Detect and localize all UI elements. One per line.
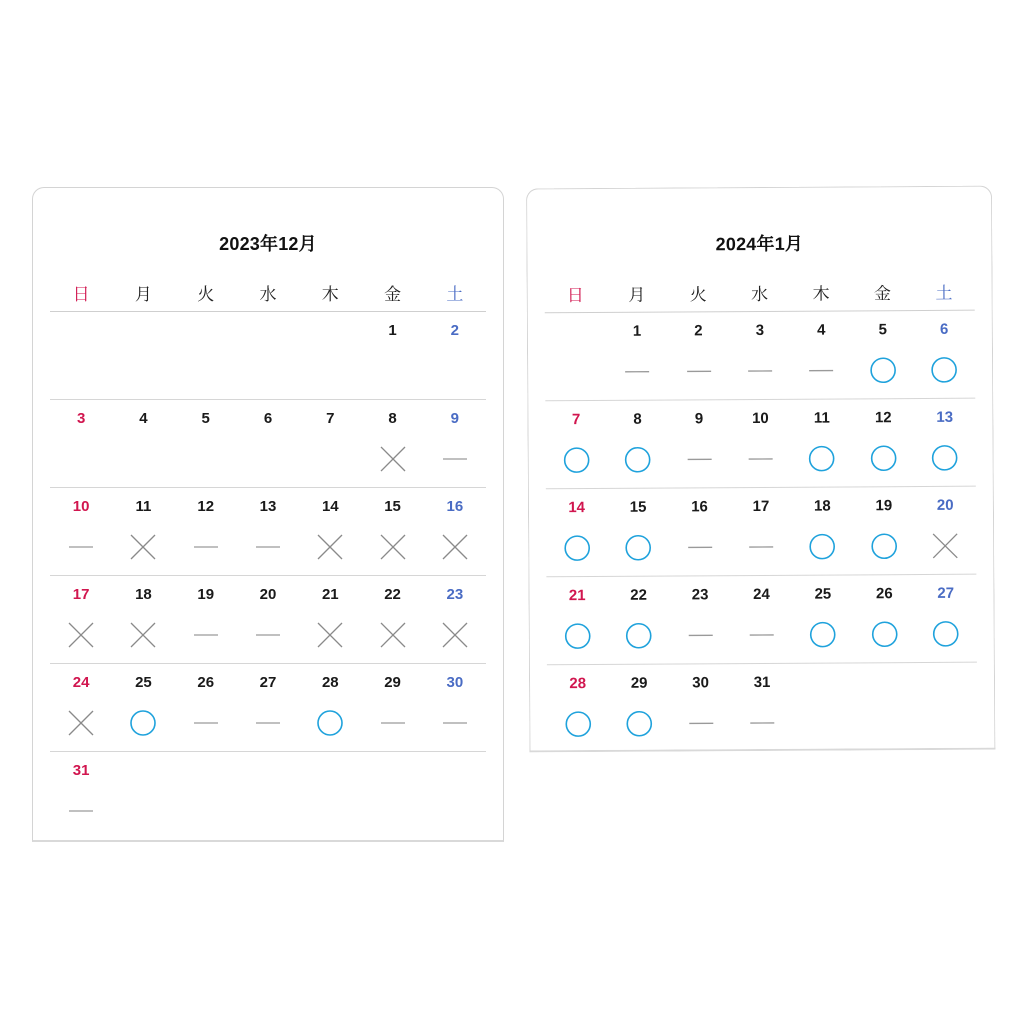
- cross-unavailable-icon: [440, 532, 470, 562]
- day-cell[interactable]: [112, 488, 174, 575]
- empty-day-cell: [50, 312, 112, 399]
- week-rows: [50, 312, 486, 839]
- empty-day-cell: [424, 752, 486, 839]
- weekday-mon: 月: [628, 285, 646, 305]
- week-row: [546, 487, 977, 578]
- day-cell[interactable]: [915, 575, 977, 662]
- day-cell[interactable]: [608, 577, 670, 664]
- dash-no-event-icon: [191, 620, 221, 650]
- day-cell[interactable]: [731, 576, 793, 663]
- day-number: 2: [694, 322, 703, 340]
- day-cell[interactable]: [852, 399, 914, 486]
- dash-no-event-icon: [746, 444, 776, 474]
- day-cell[interactable]: [547, 665, 609, 752]
- day-cell[interactable]: [790, 311, 852, 398]
- day-number: [112, 762, 174, 780]
- day-number: 6: [263, 410, 273, 427]
- day-cell[interactable]: [669, 488, 731, 575]
- day-number: 16: [446, 498, 464, 515]
- day-number: 15: [629, 498, 647, 516]
- circle-available-icon: [931, 619, 961, 649]
- day-cell[interactable]: [730, 488, 792, 575]
- dash-no-event-icon: [747, 708, 777, 738]
- week-row: [547, 663, 978, 753]
- weekday-sat: 土: [935, 283, 953, 303]
- day-number: 13: [936, 408, 954, 426]
- dash-no-event-icon: [685, 620, 715, 650]
- day-cell[interactable]: [112, 664, 174, 751]
- weekday-thu: 木: [812, 284, 830, 304]
- day-number: 16: [691, 498, 708, 516]
- day-cell[interactable]: [914, 399, 976, 486]
- day-number: 10: [72, 498, 90, 515]
- week-row: [545, 399, 976, 490]
- weekday-fri: 金: [873, 284, 892, 304]
- day-cell[interactable]: [606, 313, 668, 400]
- weekday-sat: 土: [446, 285, 464, 304]
- day-number: 1: [388, 322, 397, 339]
- day-number: 12: [197, 498, 215, 515]
- day-cell[interactable]: [424, 576, 486, 663]
- week-row: [50, 664, 486, 752]
- day-number: [424, 762, 486, 780]
- day-number: [237, 762, 299, 780]
- circle-available-icon: [808, 620, 838, 650]
- day-number: 17: [752, 497, 770, 516]
- circle-available-icon: [869, 619, 899, 649]
- weekday-mon: 月: [134, 285, 152, 304]
- day-number: [237, 322, 299, 340]
- week-row: [50, 488, 486, 576]
- day-number: 23: [691, 586, 709, 604]
- day-cell[interactable]: [546, 489, 608, 576]
- cross-unavailable-icon: [66, 708, 96, 738]
- day-number: 10: [752, 409, 769, 428]
- day-number: 25: [814, 585, 832, 603]
- day-cell[interactable]: [546, 577, 608, 664]
- empty-day-cell: [112, 752, 174, 839]
- cross-unavailable-icon: [315, 620, 345, 650]
- day-cell[interactable]: [175, 664, 237, 751]
- day-number: 24: [72, 674, 90, 691]
- day-number: 13: [259, 498, 277, 515]
- day-cell[interactable]: [669, 576, 731, 663]
- day-number: 7: [326, 410, 335, 427]
- day-number: 15: [384, 498, 401, 515]
- weekday-header: [545, 283, 975, 314]
- day-cell[interactable]: [853, 487, 915, 574]
- day-number: [545, 323, 607, 341]
- day-number: 22: [630, 586, 648, 604]
- day-cell[interactable]: [730, 400, 792, 487]
- day-number: 21: [568, 587, 586, 605]
- cross-unavailable-icon: [66, 620, 96, 650]
- day-cell[interactable]: [237, 664, 299, 751]
- empty-day-cell: [299, 312, 361, 399]
- day-number: [50, 322, 112, 340]
- day-number: 12: [874, 409, 892, 427]
- dash-no-event-icon: [806, 356, 836, 386]
- day-number: 14: [568, 499, 586, 517]
- weekday-tue: 火: [197, 285, 215, 304]
- day-cell[interactable]: [913, 311, 975, 398]
- day-cell[interactable]: [424, 664, 486, 751]
- dash-no-event-icon: [191, 708, 221, 738]
- weekday-wed: 水: [259, 285, 277, 304]
- day-cell[interactable]: [112, 576, 174, 663]
- week-row: [545, 311, 976, 402]
- cross-unavailable-icon: [315, 532, 345, 562]
- dash-no-event-icon: [745, 356, 775, 386]
- dash-no-event-icon: [622, 357, 652, 387]
- weekday-wed: 水: [751, 284, 769, 305]
- dash-no-event-icon: [684, 356, 714, 386]
- dash-no-event-icon: [440, 708, 470, 738]
- dash-no-event-icon: [440, 444, 470, 474]
- day-number: [112, 322, 174, 340]
- day-number: 5: [878, 321, 887, 339]
- day-number: 9: [450, 410, 460, 427]
- day-number: 1: [632, 322, 642, 340]
- day-number: 26: [197, 674, 215, 691]
- day-cell[interactable]: [361, 400, 423, 487]
- day-number: 11: [135, 498, 152, 515]
- day-number: 18: [135, 586, 152, 603]
- day-number: [361, 762, 423, 780]
- day-number: 9: [694, 410, 704, 428]
- day-cell[interactable]: [914, 487, 976, 574]
- day-cell[interactable]: [50, 400, 112, 487]
- day-number: 24: [753, 585, 770, 604]
- empty-day-cell: [175, 752, 237, 839]
- dash-no-event-icon: [747, 620, 777, 650]
- day-cell[interactable]: [607, 489, 669, 576]
- day-cell[interactable]: [112, 400, 174, 487]
- cross-unavailable-icon: [930, 531, 960, 561]
- weekday-fri: 金: [384, 285, 402, 304]
- week-row: [50, 576, 486, 664]
- dash-no-event-icon: [684, 444, 714, 474]
- dash-no-event-icon: [191, 532, 221, 562]
- day-cell[interactable]: [668, 312, 730, 399]
- day-cell[interactable]: [668, 400, 730, 487]
- week-row: [546, 575, 977, 666]
- day-cell[interactable]: [607, 401, 669, 488]
- calendar-2023-12: [32, 187, 504, 842]
- day-number: 19: [875, 497, 893, 515]
- day-number: 18: [813, 497, 831, 515]
- day-number: 7: [571, 411, 581, 429]
- day-number: 8: [633, 410, 642, 428]
- day-number: 25: [135, 674, 152, 691]
- day-number: [854, 673, 916, 691]
- day-number: 28: [321, 674, 339, 691]
- day-cell[interactable]: [175, 400, 237, 487]
- day-number: 8: [388, 410, 397, 427]
- weekday-sun: 日: [72, 285, 90, 304]
- dash-no-event-icon: [66, 532, 96, 562]
- day-number: 29: [630, 674, 648, 692]
- day-cell[interactable]: [175, 576, 237, 663]
- calendar-2024-01: [526, 186, 995, 753]
- day-cell[interactable]: [791, 399, 853, 486]
- circle-available-icon: [808, 532, 838, 562]
- day-cell[interactable]: [361, 312, 423, 399]
- circle-available-icon: [562, 533, 592, 563]
- dash-no-event-icon: [66, 796, 96, 826]
- day-cell[interactable]: [299, 664, 361, 751]
- weekday-header: [50, 284, 486, 312]
- circle-available-icon: [807, 444, 837, 474]
- circle-available-icon: [868, 443, 898, 473]
- day-number: 23: [446, 586, 464, 603]
- day-cell[interactable]: [852, 311, 914, 398]
- circle-available-icon: [623, 533, 653, 563]
- day-number: 4: [139, 410, 148, 427]
- day-cell[interactable]: [237, 488, 299, 575]
- circle-available-icon: [563, 709, 593, 739]
- circle-available-icon: [624, 621, 654, 651]
- dash-no-event-icon: [746, 532, 776, 562]
- day-cell[interactable]: [299, 488, 361, 575]
- week-row: [50, 400, 486, 488]
- week-row: [50, 312, 486, 400]
- day-number: 27: [259, 674, 277, 691]
- day-cell[interactable]: [299, 576, 361, 663]
- circle-available-icon: [929, 355, 959, 385]
- cross-unavailable-icon: [440, 620, 470, 650]
- day-number: [916, 673, 978, 691]
- circle-available-icon: [561, 445, 591, 475]
- circle-available-icon: [128, 708, 158, 738]
- day-cell[interactable]: [50, 488, 112, 575]
- cross-unavailable-icon: [378, 444, 408, 474]
- day-cell[interactable]: [361, 488, 423, 575]
- day-cell[interactable]: [792, 487, 854, 574]
- weekday-thu: 木: [321, 285, 339, 304]
- day-number: 3: [755, 321, 765, 340]
- day-number: 31: [72, 762, 90, 779]
- day-cell[interactable]: [424, 488, 486, 575]
- day-cell[interactable]: [792, 575, 854, 662]
- day-number: [299, 322, 361, 340]
- day-number: 19: [197, 586, 215, 603]
- cross-unavailable-icon: [378, 620, 408, 650]
- empty-day-cell: [112, 312, 174, 399]
- day-cell[interactable]: [237, 400, 299, 487]
- empty-day-cell: [299, 752, 361, 839]
- day-cell[interactable]: [175, 488, 237, 575]
- day-cell[interactable]: [670, 664, 732, 751]
- day-number: 27: [937, 584, 955, 602]
- day-number: 30: [692, 674, 709, 692]
- day-cell[interactable]: [361, 576, 423, 663]
- empty-day-cell: [361, 752, 423, 839]
- empty-day-cell: [175, 312, 237, 399]
- day-number: 28: [569, 675, 587, 693]
- circle-available-icon: [562, 621, 592, 651]
- calendar-grid: [50, 284, 486, 839]
- circle-available-icon: [869, 531, 899, 561]
- circle-available-icon: [868, 355, 898, 385]
- day-number: 3: [76, 410, 86, 427]
- week-row: [50, 752, 486, 839]
- day-number: [299, 762, 361, 780]
- day-cell[interactable]: [299, 400, 361, 487]
- dash-no-event-icon: [685, 532, 715, 562]
- day-number: 2: [450, 322, 460, 339]
- day-number: [793, 673, 855, 691]
- day-cell[interactable]: [50, 576, 112, 663]
- circle-available-icon: [315, 708, 345, 738]
- day-number: 29: [384, 674, 401, 691]
- day-cell[interactable]: [854, 575, 916, 662]
- day-number: 30: [446, 674, 464, 691]
- empty-day-cell: [237, 312, 299, 399]
- day-number: 31: [753, 673, 771, 692]
- day-number: 5: [201, 410, 210, 427]
- day-cell[interactable]: [361, 664, 423, 751]
- day-number: 11: [813, 409, 830, 427]
- day-number: 17: [72, 586, 90, 603]
- dash-no-event-icon: [378, 708, 408, 738]
- day-number: 22: [384, 586, 401, 603]
- dash-no-event-icon: [253, 532, 283, 562]
- week-rows: [545, 311, 978, 753]
- day-number: 26: [875, 585, 893, 603]
- day-cell[interactable]: [424, 312, 486, 399]
- dash-no-event-icon: [686, 708, 716, 738]
- day-cell[interactable]: [50, 664, 112, 751]
- cross-unavailable-icon: [378, 532, 408, 562]
- day-cell[interactable]: [237, 576, 299, 663]
- empty-day-cell: [237, 752, 299, 839]
- day-cell[interactable]: [729, 312, 791, 399]
- dash-no-event-icon: [253, 708, 283, 738]
- weekday-sun: 日: [566, 286, 584, 306]
- empty-day-cell: [793, 663, 855, 750]
- calendar-grid: [545, 283, 978, 753]
- day-cell[interactable]: [50, 752, 112, 839]
- dash-no-event-icon: [253, 620, 283, 650]
- day-number: 20: [259, 586, 277, 603]
- day-number: 20: [936, 496, 954, 514]
- day-number: [175, 322, 237, 340]
- calendar-title: 2023年12月: [219, 234, 317, 254]
- empty-day-cell: [854, 663, 916, 750]
- cross-unavailable-icon: [128, 620, 158, 650]
- day-number: 4: [817, 321, 826, 339]
- empty-day-cell: [545, 313, 607, 400]
- day-number: 6: [939, 320, 949, 338]
- circle-available-icon: [624, 709, 654, 739]
- cross-unavailable-icon: [128, 532, 158, 562]
- day-cell[interactable]: [608, 665, 670, 752]
- day-number: 14: [321, 498, 339, 515]
- circle-available-icon: [930, 443, 960, 473]
- day-cell[interactable]: [424, 400, 486, 487]
- day-number: 21: [321, 586, 339, 603]
- day-cell[interactable]: [731, 664, 793, 751]
- day-cell[interactable]: [545, 401, 607, 488]
- empty-day-cell: [915, 663, 977, 750]
- circle-available-icon: [623, 445, 653, 475]
- calendar-title: 2024年1月: [715, 233, 804, 255]
- weekday-tue: 火: [689, 285, 707, 305]
- day-number: [175, 762, 237, 780]
